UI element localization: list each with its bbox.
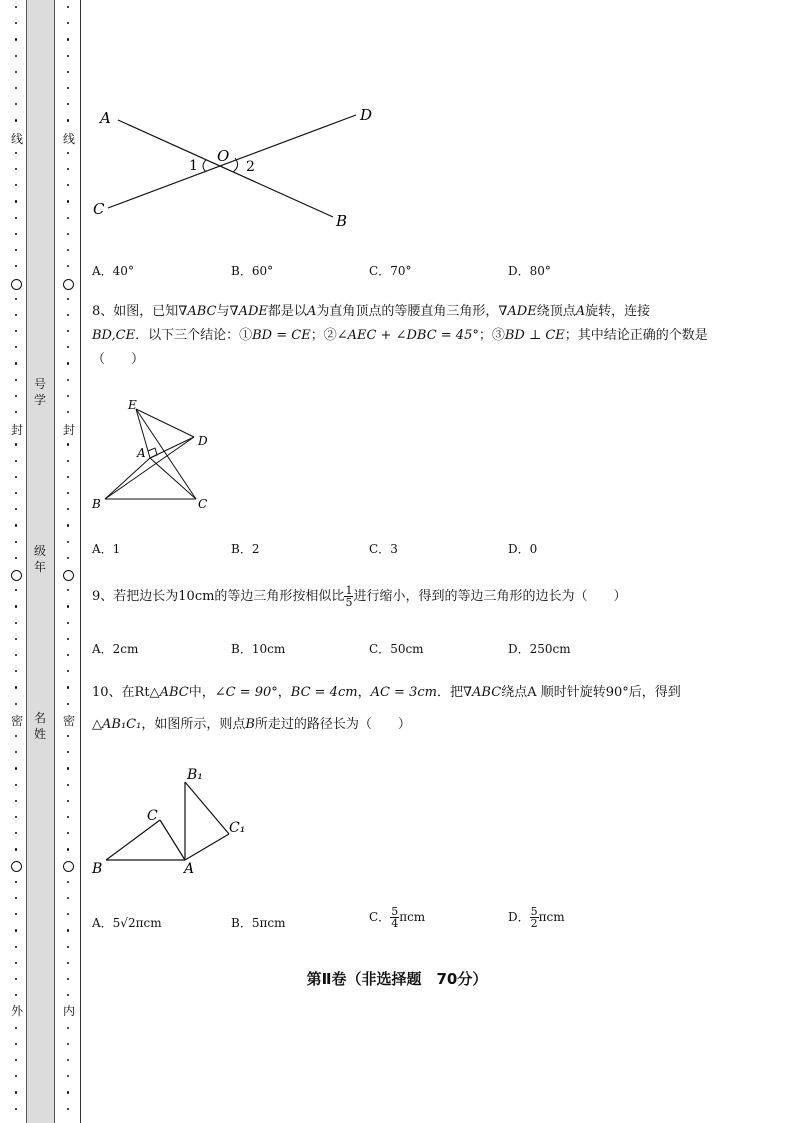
cut-line-dot: [67, 557, 69, 559]
cut-line-dot: [15, 168, 17, 170]
cut-line-dot: [15, 184, 17, 186]
cut-line-dot: [67, 38, 69, 40]
q8-seg-ed: [136, 409, 194, 437]
outer-label-seal: 封: [11, 423, 24, 437]
q8-label-b: B: [92, 497, 101, 511]
q10-label-b1: B₁: [187, 767, 203, 783]
cut-line-dot: [15, 460, 17, 462]
cut-line-dot: [67, 460, 69, 462]
grade-field-label: 级年: [33, 544, 46, 574]
cut-line-dot: [15, 103, 17, 105]
inner-circle-marker: [63, 861, 74, 872]
cut-line-dot: [67, 524, 69, 526]
cut-line-dot: [67, 395, 69, 397]
q10-figure: [88, 762, 258, 880]
cut-line-dot: [15, 605, 17, 607]
q9-stem: 9、若把边长为10cm的等边三角形按相似比 $\frac{1}{5}$ 进行缩小，得到的等边三角形的边长为（ ）: [92, 584, 627, 609]
cut-line-dot: [67, 1108, 69, 1110]
q8-seg-ab: [105, 458, 150, 499]
cut-line-dot: [67, 784, 69, 786]
binding-margin: [0, 0, 90, 1123]
cut-line-dot: [15, 686, 17, 688]
cut-line-dot: [67, 508, 69, 510]
cut-line-dot: [67, 379, 69, 381]
cut-line-dot: [67, 443, 69, 445]
cut-line-dot: [15, 411, 17, 413]
cut-line-dot: [67, 330, 69, 332]
q9-option-d[interactable]: D．250cm: [508, 642, 571, 656]
q7-option-a[interactable]: A．40°: [92, 264, 134, 278]
q10-label-b: B: [92, 861, 103, 877]
cut-line-dot: [15, 492, 17, 494]
cut-line-dot: [67, 22, 69, 24]
inner-label-line: 线: [63, 132, 76, 146]
cut-line-dot: [15, 1027, 17, 1029]
q10-label-c: C: [147, 808, 158, 824]
student-id-field-label: 号学: [33, 377, 46, 407]
inner-label-seal: 封: [63, 423, 76, 437]
q8-label-e: E: [128, 398, 137, 412]
q10-label-c1: C₁: [229, 820, 246, 836]
q7-line-ab: [118, 120, 333, 217]
cut-line-dot: [15, 1059, 17, 1061]
cut-line-dot: [67, 184, 69, 186]
cut-line-dot: [15, 265, 17, 267]
cut-line-dot: [15, 541, 17, 543]
cut-line-dot: [15, 654, 17, 656]
cut-line-dot: [67, 1027, 69, 1029]
outer-circle-marker: [11, 570, 22, 581]
cut-line-dot: [15, 330, 17, 332]
cut-line-dot: [67, 605, 69, 607]
outer-dotted-line: [11, 0, 23, 1123]
q7-label-c: C: [93, 200, 105, 218]
cut-line-dot: [15, 152, 17, 154]
cut-line-dot: [15, 217, 17, 219]
outer-label-line: 线: [11, 132, 24, 146]
inner-label-inside: 内: [63, 1004, 76, 1018]
cut-line-dot: [67, 1075, 69, 1077]
cut-line-dot: [15, 800, 17, 802]
cut-line-dot: [67, 233, 69, 235]
section-title: 第Ⅱ卷（非选择题 70分）: [306, 970, 488, 988]
cut-line-dot: [67, 767, 69, 769]
cut-line-dot: [67, 55, 69, 57]
cut-line-dot: [15, 622, 17, 624]
q9-option-c[interactable]: C．50cm: [369, 642, 424, 656]
q8-label-c: C: [198, 497, 208, 511]
cut-line-dot: [15, 119, 17, 121]
cut-line-dot: [15, 314, 17, 316]
cut-line-dot: [67, 249, 69, 251]
q8-line-3: （ ）: [92, 352, 145, 367]
cut-line-dot: [67, 638, 69, 640]
cut-line-dot: [15, 87, 17, 89]
cut-line-dot: [15, 362, 17, 364]
cut-line-dot: [67, 265, 69, 267]
cut-line-dot: [15, 994, 17, 996]
cut-line-dot: [15, 703, 17, 705]
cut-line-dot: [67, 735, 69, 737]
cut-line-dot: [67, 800, 69, 802]
q7-label-a: A: [100, 109, 111, 127]
q7-label-1: 1: [189, 158, 198, 174]
q7-label-o: O: [217, 147, 230, 165]
cut-line-dot: [67, 541, 69, 543]
outer-circle-marker: [11, 279, 22, 290]
binding-border-line: [80, 0, 81, 1123]
cut-line-dot: [67, 346, 69, 348]
cut-line-dot: [15, 767, 17, 769]
cut-line-dot: [67, 848, 69, 850]
q9-option-a[interactable]: A．2cm: [92, 642, 139, 656]
cut-line-dot: [67, 703, 69, 705]
cut-line-dot: [15, 233, 17, 235]
cut-line-dot: [67, 200, 69, 202]
cut-line-dot: [15, 6, 17, 8]
q8-stem: [92, 300, 742, 372]
cut-line-dot: [15, 1075, 17, 1077]
cut-line-dot: [15, 589, 17, 591]
q10-label-a: A: [184, 861, 195, 877]
outer-label-outside: 外: [11, 1004, 24, 1018]
q7-label-b: B: [336, 212, 348, 230]
cut-line-dot: [15, 298, 17, 300]
q8-label-d: D: [198, 434, 208, 448]
cut-line-dot: [67, 832, 69, 834]
q10-line-2: △AB₁C₁，如图所示，则点B所走过的路径长为（ ）: [92, 717, 411, 732]
cut-line-dot: [67, 411, 69, 413]
cut-line-dot: [15, 55, 17, 57]
q9-option-b[interactable]: B．10cm: [231, 642, 286, 656]
cut-line-dot: [15, 249, 17, 251]
cut-line-dot: [15, 524, 17, 526]
cut-line-dot: [67, 686, 69, 688]
cut-line-dot: [67, 1043, 69, 1045]
cut-line-dot: [67, 119, 69, 121]
cut-line-dot: [15, 929, 17, 931]
q7-label-d: D: [360, 106, 373, 124]
cut-line-dot: [15, 735, 17, 737]
cut-line-dot: [67, 962, 69, 964]
cut-line-dot: [67, 71, 69, 73]
q8-line-2: BD,CE．以下三个结论：①BD = CE；②∠AEC + ∠DBC = 45°；③BD ⊥ CE；其中结论正确的个数是: [92, 328, 708, 343]
q10-stem: [92, 677, 742, 741]
cut-line-dot: [67, 314, 69, 316]
q7-option-b[interactable]: B．60°: [231, 264, 274, 278]
cut-line-dot: [67, 87, 69, 89]
cut-line-dot: [15, 1108, 17, 1110]
q8-option-b[interactable]: B．2: [231, 542, 260, 556]
cut-line-dot: [15, 476, 17, 478]
q7-figure: [88, 100, 388, 235]
cut-line-dot: [67, 670, 69, 672]
cut-line-dot: [15, 1091, 17, 1093]
q7-option-d[interactable]: D．80°: [508, 264, 551, 278]
cut-line-dot: [67, 1059, 69, 1061]
inner-label-secret: 密: [63, 714, 76, 728]
q10-line-1: 10、在Rt△ABC中，∠C = 90°，BC = 4cm，AC = 3cm．把∇ABC绕点A 顺时针旋转90°后，得到: [92, 685, 681, 700]
cut-line-dot: [15, 38, 17, 40]
cut-line-dot: [15, 200, 17, 202]
q7-line-cd: [108, 115, 356, 208]
cut-line-dot: [15, 508, 17, 510]
cut-line-dot: [15, 897, 17, 899]
q10-option-c[interactable]: C． $\frac{5}{4}$ πcm: [369, 905, 426, 930]
q10-option-a[interactable]: A．5√2πcm: [92, 916, 162, 930]
cut-line-dot: [67, 362, 69, 364]
cut-line-dot: [67, 492, 69, 494]
cut-line-dot: [15, 816, 17, 818]
q7-label-2: 2: [246, 159, 255, 175]
q10-option-d[interactable]: D． $\frac{5}{2}$ πcm: [508, 905, 565, 930]
cut-line-dot: [15, 670, 17, 672]
q10-seg-bc: [106, 820, 160, 860]
cut-line-dot: [67, 168, 69, 170]
cut-line-dot: [67, 946, 69, 948]
cut-line-dot: [67, 1091, 69, 1093]
q8-seg-bd: [105, 437, 194, 499]
q8-option-c[interactable]: C．3: [369, 542, 398, 556]
q8-label-a: A: [137, 446, 146, 460]
cut-line-dot: [67, 751, 69, 753]
cut-line-dot: [67, 994, 69, 996]
q10-option-b[interactable]: B．5πcm: [231, 916, 286, 930]
cut-line-dot: [67, 476, 69, 478]
cut-line-dot: [67, 816, 69, 818]
q8-option-d[interactable]: D．0: [508, 542, 538, 556]
q9-fraction: $\frac{1}{5}$: [345, 584, 353, 609]
cut-line-dot: [15, 1043, 17, 1045]
q8-option-a[interactable]: A．1: [92, 542, 121, 556]
cut-line-dot: [67, 881, 69, 883]
cut-line-dot: [67, 6, 69, 8]
cut-line-dot: [67, 103, 69, 105]
cut-line-dot: [15, 913, 17, 915]
cut-line-dot: [15, 395, 17, 397]
q8-line-1: 8、如图，已知∇ABC与∇ADE都是以A为直角顶点的等腰直角三角形，∇ADE绕顶点A旋转，连接: [92, 304, 651, 319]
cut-line-dot: [67, 897, 69, 899]
outer-label-secret: 密: [11, 714, 24, 728]
q7-option-c[interactable]: C．70°: [369, 264, 412, 278]
inner-dotted-line: [63, 0, 75, 1123]
cut-line-dot: [15, 751, 17, 753]
inner-circle-marker: [63, 570, 74, 581]
cut-line-dot: [15, 22, 17, 24]
name-field-label: 名姓: [33, 711, 46, 741]
inner-circle-marker: [63, 279, 74, 290]
cut-line-dot: [15, 962, 17, 964]
cut-line-dot: [15, 848, 17, 850]
cut-line-dot: [67, 654, 69, 656]
cut-line-dot: [67, 929, 69, 931]
cut-line-dot: [15, 379, 17, 381]
cut-line-dot: [15, 638, 17, 640]
q10-seg-b1c1: [185, 782, 229, 834]
q7-angle-1-arc: [203, 160, 206, 172]
q8-figure: [88, 395, 228, 520]
cut-line-dot: [15, 832, 17, 834]
q10-seg-c1a: [185, 834, 229, 860]
cut-line-dot: [15, 946, 17, 948]
cut-line-dot: [67, 589, 69, 591]
cut-line-dot: [67, 913, 69, 915]
cut-line-dot: [15, 443, 17, 445]
cut-line-dot: [67, 298, 69, 300]
outer-circle-marker: [11, 861, 22, 872]
cut-line-dot: [15, 71, 17, 73]
cut-line-dot: [15, 346, 17, 348]
q10-seg-ca: [160, 820, 185, 860]
cut-line-dot: [15, 881, 17, 883]
cut-line-dot: [67, 152, 69, 154]
cut-line-dot: [67, 217, 69, 219]
cut-line-dot: [15, 784, 17, 786]
cut-line-dot: [67, 622, 69, 624]
cut-line-dot: [15, 557, 17, 559]
